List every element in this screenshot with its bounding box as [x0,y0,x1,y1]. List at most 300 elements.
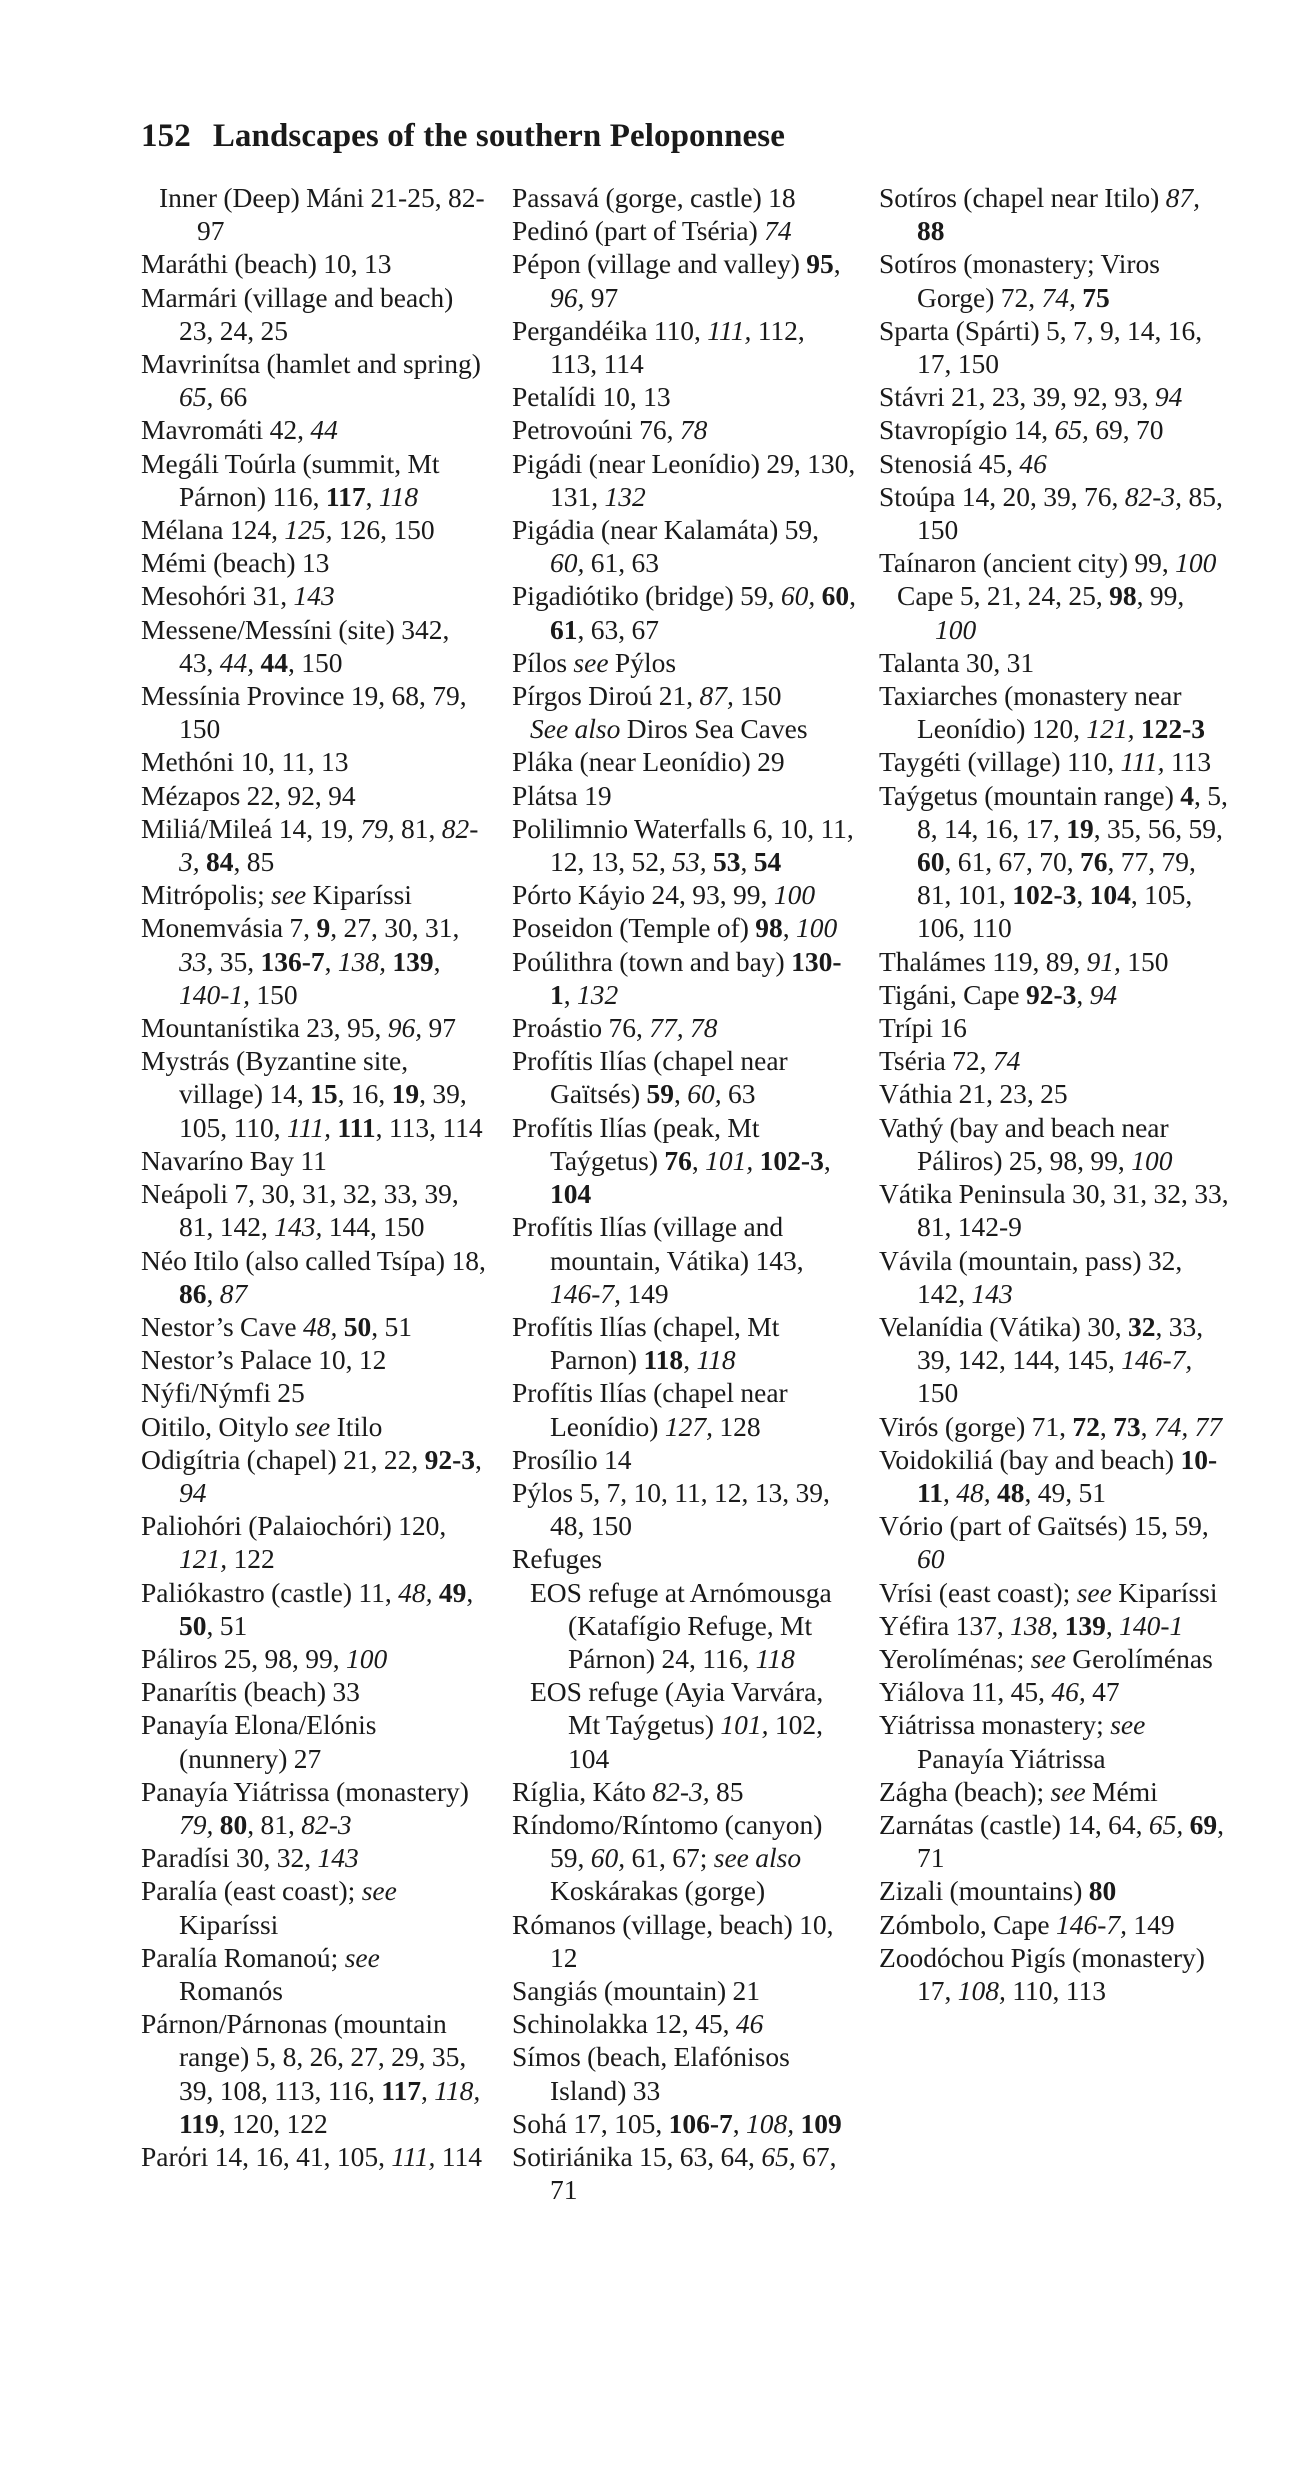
entry-text: Sparta (Spárti) 5, 7, 9, 14, 16, 17, 150 [879,314,1203,380]
italic-page-ref: 65, [179,381,214,413]
index-entry [141,812,486,878]
italic-page-ref: 118 [378,480,419,512]
entry-text: Paralía Romanoú; [141,1941,345,1973]
entry-text: Taýgetus (mountain range) [879,779,1181,811]
entry-text: 112, 113, 114 [550,314,805,380]
index-entry [141,878,486,911]
entry-text: Pigadiótiko (bridge) 59, [512,580,781,612]
index-column-1 [141,181,486,2173]
italic-page-ref: 140-1 [1119,1609,1184,1641]
index-entry [879,1443,1229,1509]
bold-page-ref: 118 [643,1344,684,1376]
bold-page-ref: 50 [343,1310,372,1342]
index-entry [141,513,486,546]
bold-page-ref: 98 [1109,580,1137,612]
page-number: 152 [141,118,191,154]
bold-page-ref: 92-3 [1025,978,1077,1010]
index-entry [512,1808,857,1908]
entry-text: Sangiás (mountain) 21 [512,1974,760,2006]
entry-text: Romanós [179,1974,283,2006]
italic-page-ref: 146-7, [1055,1908,1128,1940]
entry-text: Taínaron (ancient city) 99, [879,547,1176,579]
bold-page-ref: 15 [310,1078,338,1110]
entry-text: Refuges [512,1543,603,1575]
entry-text: Vávila (mountain, pass) 32, 142, [879,1244,1183,1309]
entry-text: Profítis Ilías (chapel near Gaïtsés) [512,1045,788,1110]
bold-page-ref: 86 [179,1277,207,1309]
entry-text: , [433,945,441,977]
entry-text: Gerolíménas [1065,1642,1213,1674]
italic-page-ref: 74 [764,215,792,247]
italic-page-ref: 79, [179,1808,214,1840]
entry-text: Vrísi (east coast); [879,1576,1077,1608]
index-entry [141,679,486,745]
entry-text: , 150 [288,646,343,678]
entry-text: Vátika Peninsula 30, 31, 32, 33, 81, 142-9 [879,1178,1229,1243]
entry-text: , [691,1144,706,1176]
entry-text: 69, 70 [1088,414,1164,446]
entry-text: 67, 71 [550,2140,837,2206]
index-entry [879,480,1229,546]
italic-page-ref: 94 [1154,381,1183,413]
bold-page-ref: 73 [1113,1410,1141,1442]
entry-text: Stoúpa 14, 20, 39, 76, [879,480,1125,512]
index-entry [141,1343,486,1376]
entry-text: Nestor’s Palace 10, 12 [141,1344,387,1376]
italic-page-ref: 108, [746,2107,795,2139]
index-entry [879,1244,1229,1310]
entry-text: Stávri 21, 23, 39, 92, 93, [879,381,1155,413]
entry-text: Sotíros (monastery; Viros Gorge) 72, [879,248,1160,313]
index-entry [512,2107,857,2140]
index-entry [512,779,857,812]
entry-text: Zizali (mountains) [879,1875,1089,1907]
index-entry [512,812,857,878]
entry-text: Odigítria (chapel) 21, 22, [141,1443,425,1475]
italic-page-ref: 77 [1194,1410,1223,1442]
bold-page-ref: 48 [996,1476,1025,1508]
entry-text: 47 [1085,1676,1120,1708]
italic-page-ref: 46, [1051,1676,1086,1708]
bold-page-ref: 59 [646,1078,674,1110]
bold-page-ref: 44 [260,646,288,678]
italic-page-ref: 101, [705,1144,754,1176]
bold-page-ref: 61 [550,613,578,645]
index-entry [512,1310,857,1376]
index-entry [879,413,1229,446]
entry-text: Profítis Ilías (chapel near Leonídio) [512,1377,788,1442]
entry-text: Schinolakka 12, 45, [512,2008,736,2040]
index-entry [512,911,857,944]
italic-page-ref: 132 [577,978,619,1010]
index-entry [141,1509,486,1575]
entry-text: Miliá/Mileá 14, 19, [141,812,361,844]
entry-text: Mavrinítsa (hamlet and spring) [141,348,481,380]
entry-text: Poseidon (Temple of) [512,912,756,944]
entry-text: Voidokiliá (bay and beach) [879,1443,1181,1475]
index-entry [879,1775,1229,1808]
entry-text: , [823,1144,831,1176]
entry-text: EOS refuge at Arnómousga (Katafígio Refuge, Mt Párnon) 24, 116, [530,1576,832,1674]
index-entry [879,546,1229,579]
index-entry [141,1708,486,1774]
bold-page-ref: 69 [1189,1808,1218,1840]
index-entry [141,1642,486,1675]
entry-text: Yerolíménas; [879,1642,1031,1674]
entry-text: Tigáni, Cape [879,978,1026,1010]
index-entry [512,1044,857,1110]
index-entry [512,1011,857,1044]
italic-page-ref: see [271,879,307,911]
bold-page-ref: 80 [1088,1875,1117,1907]
bold-page-ref: 19 [1066,812,1094,844]
italic-page-ref: See also [530,713,621,745]
entry-text: 150 [917,1377,959,1409]
index-entry [141,1775,486,1841]
bold-page-ref: 84 [206,846,234,878]
index-entry [512,1443,857,1476]
italic-page-ref: 44 [310,414,338,446]
entry-text: Oitilo, Oitylo [141,1410,296,1442]
italic-page-ref: 60, [550,547,585,579]
entry-text: , 51 [206,1609,248,1641]
italic-page-ref: 74 [992,1045,1021,1077]
entry-text: Pílos [512,646,574,678]
bold-page-ref: 4 [1180,779,1195,811]
entry-text: Panayía Yiátrissa (monastery) [141,1775,469,1807]
italic-page-ref: 79, [360,812,395,844]
entry-text: Zoodóchou Pigís (monastery) 17, [879,1941,1205,2006]
entry-text: Rómanos (village, beach) 10, 12 [512,1908,834,1973]
entry-text: , [732,2107,747,2139]
index-entry [879,646,1229,679]
italic-page-ref: 60 [917,1543,945,1575]
italic-page-ref: 121, [179,1543,228,1575]
italic-page-ref: 33, [179,945,214,977]
entry-text: Yiálova 11, 45, [879,1676,1052,1708]
entry-text: Mountanístika 23, 95, [141,1012,388,1044]
entry-text: Paliohóri (Palaiochóri) 120, [141,1510,447,1542]
italic-page-ref: 46 [1019,447,1047,479]
entry-text: Diros Sea Caves [620,713,808,745]
index-entry [879,945,1229,978]
entry-text: Zarnátas (castle) 14, 64, [879,1808,1149,1840]
entry-text: Monemvásia 7, [141,912,317,944]
index-entry [512,314,857,380]
bold-page-ref: 10-11 [917,1443,1218,1508]
entry-text: , 27, 30, 31, [330,912,460,944]
index-entry [879,1310,1229,1410]
entry-text: Panayía Yiátrissa [917,1742,1106,1774]
bold-page-ref: 111 [337,1111,376,1143]
entry-text: Zómbolo, Cape [879,1908,1056,1940]
italic-page-ref: see [295,1410,331,1442]
index-entry [512,878,857,911]
index-entry [879,447,1229,480]
index-entry [141,1310,486,1343]
index-entry [141,2140,486,2173]
italic-page-ref: see [1030,1642,1066,1674]
entry-text: Stenosiá 45, [879,447,1020,479]
index-entry [141,546,486,579]
entry-text: Pigádia (near Kalamáta) 59, [512,514,819,546]
entry-text: , [683,1344,697,1376]
index-entry [512,745,857,778]
index-entry [879,247,1229,313]
index-entry [141,1177,486,1243]
italic-page-ref: 143 [317,1842,359,1874]
bold-page-ref: 109 [800,2107,842,2139]
italic-page-ref: 65, [1148,1808,1184,1840]
italic-page-ref: 78 [690,1012,718,1044]
italic-page-ref: 138, [1010,1609,1059,1641]
entry-text: Proástio 76, [512,1012,650,1044]
entry-text: , 49, 51 [1024,1476,1106,1508]
entry-text: , 120, 122 [218,2107,328,2139]
entry-text: 113 [1164,746,1212,778]
entry-text: , 85 [233,846,275,878]
index-entry [512,1476,857,1542]
entry-text: , [1076,978,1090,1010]
bold-page-ref: 75 [1082,281,1110,313]
index-entry [512,1542,857,1575]
index-entry [512,1974,857,2007]
italic-page-ref: 82-3 [301,1808,352,1840]
italic-page-ref: 100 [796,912,838,944]
entry-text: Mélana 124, [141,514,285,546]
entry-text: , 105, 106, 110 [917,879,1193,944]
index-entry [141,1675,486,1708]
entry-text: Mystrás (Byzantine site, village) 14, [141,1045,409,1110]
index-entry [141,281,486,347]
italic-page-ref: see [344,1941,380,1973]
bold-page-ref: 122-3 [1140,713,1205,745]
entry-text: Vathý (bay and beach near Páliros) 25, 98, 99, [879,1111,1169,1176]
index-entry [879,1708,1229,1774]
entry-text: Ríglia, Káto [512,1775,653,1807]
entry-text: 81, [394,812,442,844]
entry-text: Mémi (beach) 13 [141,547,330,579]
italic-page-ref: 60, [687,1078,722,1110]
italic-page-ref: 82-3, [1124,480,1183,512]
entry-text: 110, 113 [1005,1974,1106,2006]
italic-page-ref: 146-7, [1121,1344,1193,1376]
entry-text: Mesohóri 31, [141,580,294,612]
italic-page-ref: 96, [550,281,585,313]
entry-text: , [740,846,754,878]
entry-text: Párnon/Párnonas (mountain range) 5, 8, 26, 27, 29, 35, 39, 108, 113, 116, [141,2008,467,2106]
index-entry [141,347,486,413]
entry-text: , [420,2074,435,2106]
index-entry [141,1244,486,1310]
index-entry [141,745,486,778]
entry-text: Cape 5, 21, 24, 25, [897,580,1110,612]
entry-text: Parόri 14, 16, 41, 105, [141,2140,392,2172]
bold-page-ref: 76 [664,1144,692,1176]
entry-text: 66 [213,381,248,413]
entry-text: Páliros 25, 98, 99, [141,1642,347,1674]
entry-text: Pigádi (near Leonídio) 29, 130, 131, [512,447,856,512]
entry-text: , 99, [1136,580,1185,612]
index-entry [141,779,486,812]
bold-page-ref: 130-1 [550,945,842,1010]
italic-page-ref: 118, [434,2074,481,2106]
entry-text: 102, 104 [568,1709,824,1774]
index-entry [512,1210,857,1310]
italic-page-ref: 121, [1086,713,1135,745]
italic-page-ref: 101, [720,1709,769,1741]
italic-page-ref: 65, [1054,414,1089,446]
entry-text: Mézapos 22, 92, 94 [141,779,356,811]
entry-text: Mavromáti 42, [141,414,311,446]
entry-text: , [849,580,857,612]
italic-page-ref: 96, [387,1012,423,1044]
index-entry [141,1443,486,1509]
entry-text: Virós (gorge) 71, [879,1410,1073,1442]
entry-text: , [674,1078,688,1110]
bold-page-ref: 60 [821,580,850,612]
index-entry [512,413,857,446]
entry-text: 150 [733,680,782,712]
index-subentry [879,579,1229,645]
italic-page-ref: 111, [707,314,752,346]
entry-text: , [365,480,379,512]
bold-page-ref: 136-7 [260,945,325,977]
entry-text: 122 [227,1543,275,1575]
entry-text: Sotíros (chapel near Itilo) [879,182,1166,213]
index-entry [512,181,857,214]
index-entry [512,2007,857,2040]
italic-page-ref: 100 [1131,1144,1173,1176]
entry-text: 150 [1120,945,1169,977]
italic-page-ref: 111, [286,1111,332,1143]
index-entry [512,1775,857,1808]
index-entry [512,447,857,513]
entry-text: Trípi 16 [879,1012,967,1044]
entry-text: , [563,978,577,1010]
index-entry [141,413,486,446]
entry-text: , [475,1443,482,1475]
index-entry [879,1410,1229,1443]
bold-page-ref: 102-3 [1012,879,1077,911]
entry-text: , 77, 79, 81, 101, [917,846,1196,911]
index-subentry [512,1576,857,1676]
entry-text: 128 [712,1410,761,1442]
entry-text: Stavropígio 14, [879,414,1055,446]
entry-text: 126, 150 [332,514,435,546]
entry-text: Poúlithra (town and bay) [512,945,792,977]
entry-text: Paliókastro (castle) 11, [141,1576,399,1608]
index-entry [141,1410,486,1443]
entry-text: Profítis Ilías (village and mountain, Vátika) 143, [512,1211,804,1276]
entry-text: 35, [213,945,261,977]
book-title: Landscapes of the southern Peloponnese [212,118,785,154]
index-entry [141,1376,486,1409]
index-entry [512,679,857,712]
entry-text: Koskárakas (gorge) [550,1875,766,1907]
index-entry [879,1509,1229,1575]
entry-text: Yiátrissa monastery; [879,1709,1111,1741]
entry-text: 63 [721,1078,756,1110]
entry-text: , [466,1576,474,1608]
bold-page-ref: 139 [392,945,434,977]
entry-text: Velanídia (Vátika) 30, [879,1310,1128,1342]
entry-text: Polilimnio Waterfalls 6, 10, 11, 12, 13, 52, [512,812,854,878]
italic-page-ref: 60, [590,1842,626,1874]
index-entry [879,1808,1229,1874]
index-entry [512,380,857,413]
entry-text: , 113, 114 [375,1111,483,1143]
entry-text: Thalámes 119, 89, [879,945,1087,977]
entry-text: Plátsa 19 [512,779,612,811]
index-entry [141,2007,486,2140]
italic-page-ref: 65, [761,2140,796,2172]
index-entry [512,945,857,1011]
italic-page-ref: 100 [935,613,977,645]
index-entry [879,1576,1229,1609]
entry-text: Pedinó (part of Tséria) [512,215,765,247]
index-entry [879,314,1229,380]
index-entry [141,1144,486,1177]
entry-text: 85 [709,1775,744,1807]
italic-page-ref: 44, [219,646,255,678]
index-entry [879,380,1229,413]
italic-page-ref: 138, [337,945,387,977]
index-entry [512,2040,857,2106]
italic-page-ref: 100 [1175,547,1217,579]
italic-page-ref: 125, [284,514,333,546]
italic-page-ref: 74, [1041,281,1076,313]
entry-text: Kiparíssi [179,1908,279,1940]
entry-text: Pórto Káyio 24, 93, 99, [512,879,774,911]
entry-text: Paralía (east coast); [141,1875,362,1907]
italic-page-ref: 78 [679,414,708,446]
italic-page-ref: 143, [274,1211,323,1243]
index-entry [512,513,857,579]
entry-text: , [206,1277,220,1309]
index-subentry [512,1675,857,1775]
entry-text: Megáli Toúrla (summit, Mt Párnon) 116, [141,447,440,512]
italic-page-ref: 60, [780,580,816,612]
index-entry [879,1908,1229,1941]
entry-text: , [833,248,841,280]
italic-page-ref: 74, [1153,1410,1189,1442]
italic-page-ref: 87 [219,1277,248,1309]
index-entry [141,1011,486,1044]
entry-text: 150 [250,978,298,1010]
entry-text: , [1076,879,1090,911]
bold-page-ref: 19 [391,1078,420,1110]
bold-page-ref: 9 [316,912,331,944]
entry-text: Pýlos 5, 7, 10, 11, 12, 13, 39, 48, 150 [512,1476,830,1542]
entry-text: Prosílio 14 [512,1443,632,1475]
entry-text: Mitrópolis; [141,879,272,911]
italic-page-ref: 53, [672,846,707,878]
entry-text: Talanta 30, 31 [879,646,1035,678]
index-entry [512,1111,857,1211]
entry-text: Petalídi 10, 13 [512,381,671,413]
index-entry [879,1609,1229,1642]
entry-text: , 39, 105, 110, [179,1078,467,1143]
index-entry [141,447,486,513]
entry-text: Panarítis (beach) 33 [141,1676,360,1708]
entry-text: , 16, [337,1078,392,1110]
entry-text: Passavá (gorge, castle) 18 [512,182,796,213]
italic-page-ref: 146-7, [550,1277,622,1309]
bold-page-ref: 72 [1072,1410,1100,1442]
index-entry [512,579,857,645]
bold-page-ref: 60 [917,846,945,878]
